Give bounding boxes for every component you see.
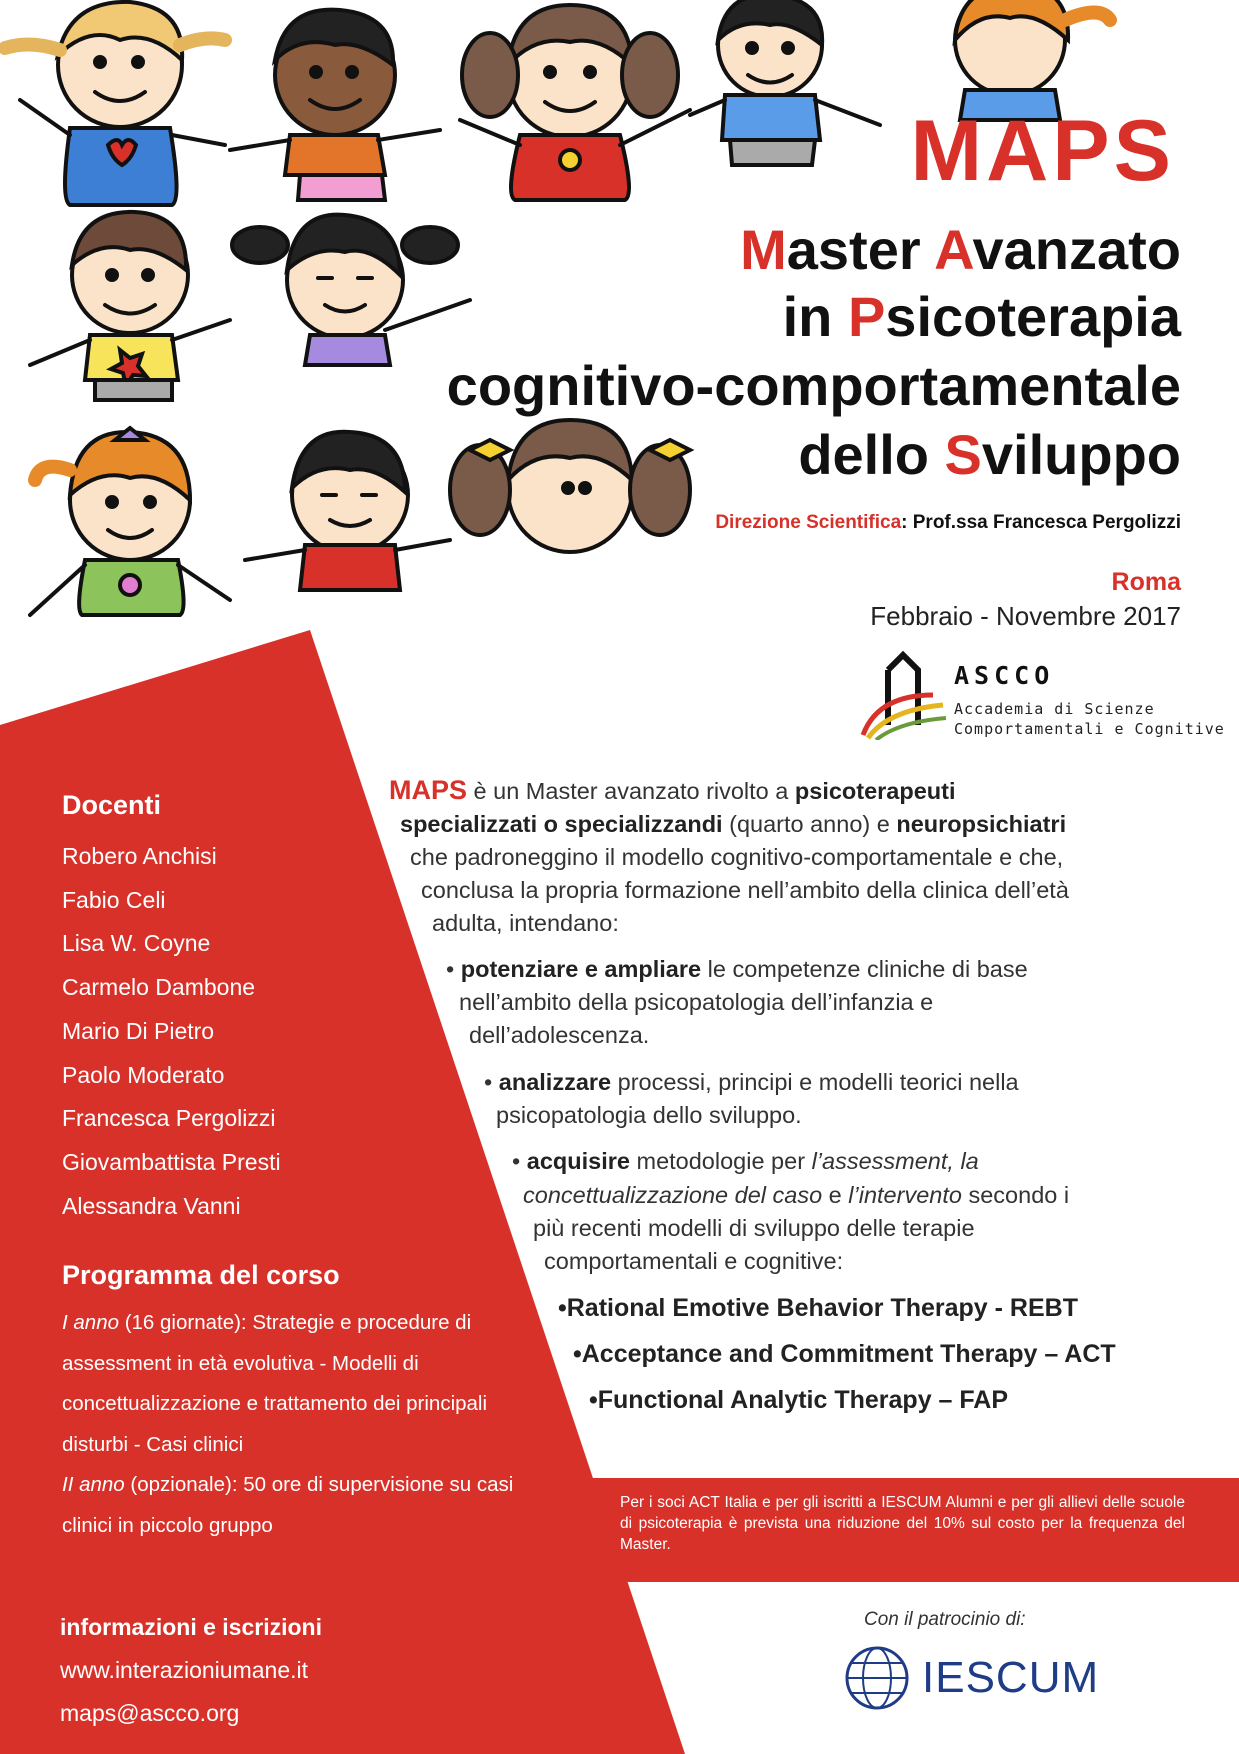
- intro-line-3: che padroneggino il modello cognitivo-comportamentale e che,: [410, 844, 1064, 870]
- globe-icon: [842, 1643, 912, 1713]
- bullet-2-line-2: psicopatologia dello sviluppo.: [496, 1102, 802, 1128]
- ascco-logo-icon: [858, 650, 948, 740]
- faculty-name: Francesca Pergolizzi: [62, 1105, 276, 1131]
- therapy-item: •Acceptance and Commitment Therapy – ACT: [573, 1340, 1116, 1368]
- faculty-name: Alessandra Vanni: [62, 1193, 241, 1219]
- faculty-name: Mario Di Pietro: [62, 1018, 215, 1044]
- website-link[interactable]: www.interazioniumane.it: [60, 1657, 309, 1683]
- iescum-logo: IESCUM: [922, 1653, 1100, 1702]
- bullet-1-line-3: dell’adolescenza.: [469, 1022, 650, 1048]
- bullet-1-line-2: nell’ambito della psicopatologia dell’infanzia e: [459, 989, 934, 1015]
- intro-line-2: specializzati o specializzandi (quarto anno) e neuropsichiatri: [400, 811, 1067, 837]
- ascco-subtitle-1: Accademia di Scienze: [954, 700, 1155, 718]
- ascco-name: ASCCO: [954, 661, 1055, 690]
- faculty-name: Fabio Celi: [62, 887, 166, 913]
- title-line-3: cognitivo-comportamentale: [446, 354, 1181, 417]
- therapy-item: •Functional Analytic Therapy – FAP: [589, 1386, 1009, 1414]
- course-dates: Febbraio - Novembre 2017: [870, 601, 1181, 631]
- faculty-name: Lisa W. Coyne: [62, 930, 211, 956]
- bullet-1-line-1: • potenziare e ampliare le competenze cliniche di base: [446, 956, 1028, 982]
- bullet-3-line-2: concettualizzazione del caso e l’intervento secondo i: [523, 1182, 1070, 1208]
- title-line-2: in Psicoterapia: [782, 285, 1181, 348]
- location: Roma: [1111, 568, 1181, 596]
- scientific-direction: Direzione Scientifica: Prof.ssa Francesca Pergolizzi: [715, 512, 1181, 533]
- patronage-label: Con il patrocinio di:: [864, 1609, 1026, 1630]
- ascco-subtitle-2: Comportamentali e Cognitive: [954, 720, 1225, 738]
- intro-line-4: conclusa la propria formazione nell’ambito della clinica dell’età: [421, 877, 1069, 903]
- kid-blonde-icon: [5, 2, 225, 205]
- bullet-2-line-1: • analizzare processi, principi e modelli teorici nella: [484, 1069, 1019, 1095]
- title-line-4: dello Sviluppo: [798, 423, 1181, 486]
- title-acronym: MAPS: [910, 103, 1175, 199]
- program-text: I anno (16 giornate): Strategie e procedure di assessment in età evolutiva - Modelli di concettualizzazione e trattamento dei principali disturbi - Casi clinici II anno (opzionale): 50 ore di supervisione su casi clinici in piccolo gruppo: [62, 1311, 514, 1537]
- faculty-name: Robero Anchisi: [62, 843, 217, 869]
- intro-line-1: MAPS è un Master avanzato rivolto a psicoterapeuti: [389, 775, 956, 805]
- bullet-3-line-4: comportamentali e cognitive:: [544, 1248, 844, 1274]
- bullet-3-line-3: più recenti modelli di sviluppo delle terapie: [533, 1215, 975, 1241]
- title-line-1: Master Avanzato: [740, 218, 1181, 281]
- faculty-heading: Docenti: [62, 790, 162, 820]
- intro-line-5: adulta, intendano:: [432, 910, 619, 936]
- program-heading: Programma del corso: [62, 1260, 340, 1290]
- discount-text: Per i soci ACT Italia e per gli iscritti a IESCUM Alumni e per gli allievi delle scuole di psicoterapia è prevista una riduzione del 10% sul costo per la frequenza del Master.: [620, 1494, 1185, 1553]
- bullet-3-line-1: • acquisire metodologie per l’assessment, la: [512, 1148, 979, 1174]
- faculty-name: Carmelo Dambone: [62, 974, 256, 1000]
- therapy-item: •Rational Emotive Behavior Therapy - REBT: [558, 1294, 1078, 1322]
- faculty-name: Paolo Moderato: [62, 1062, 225, 1088]
- faculty-name: Giovambattista Presti: [62, 1149, 281, 1175]
- email-link[interactable]: maps@ascco.org: [60, 1700, 240, 1726]
- info-heading: informazioni e iscrizioni: [60, 1614, 322, 1640]
